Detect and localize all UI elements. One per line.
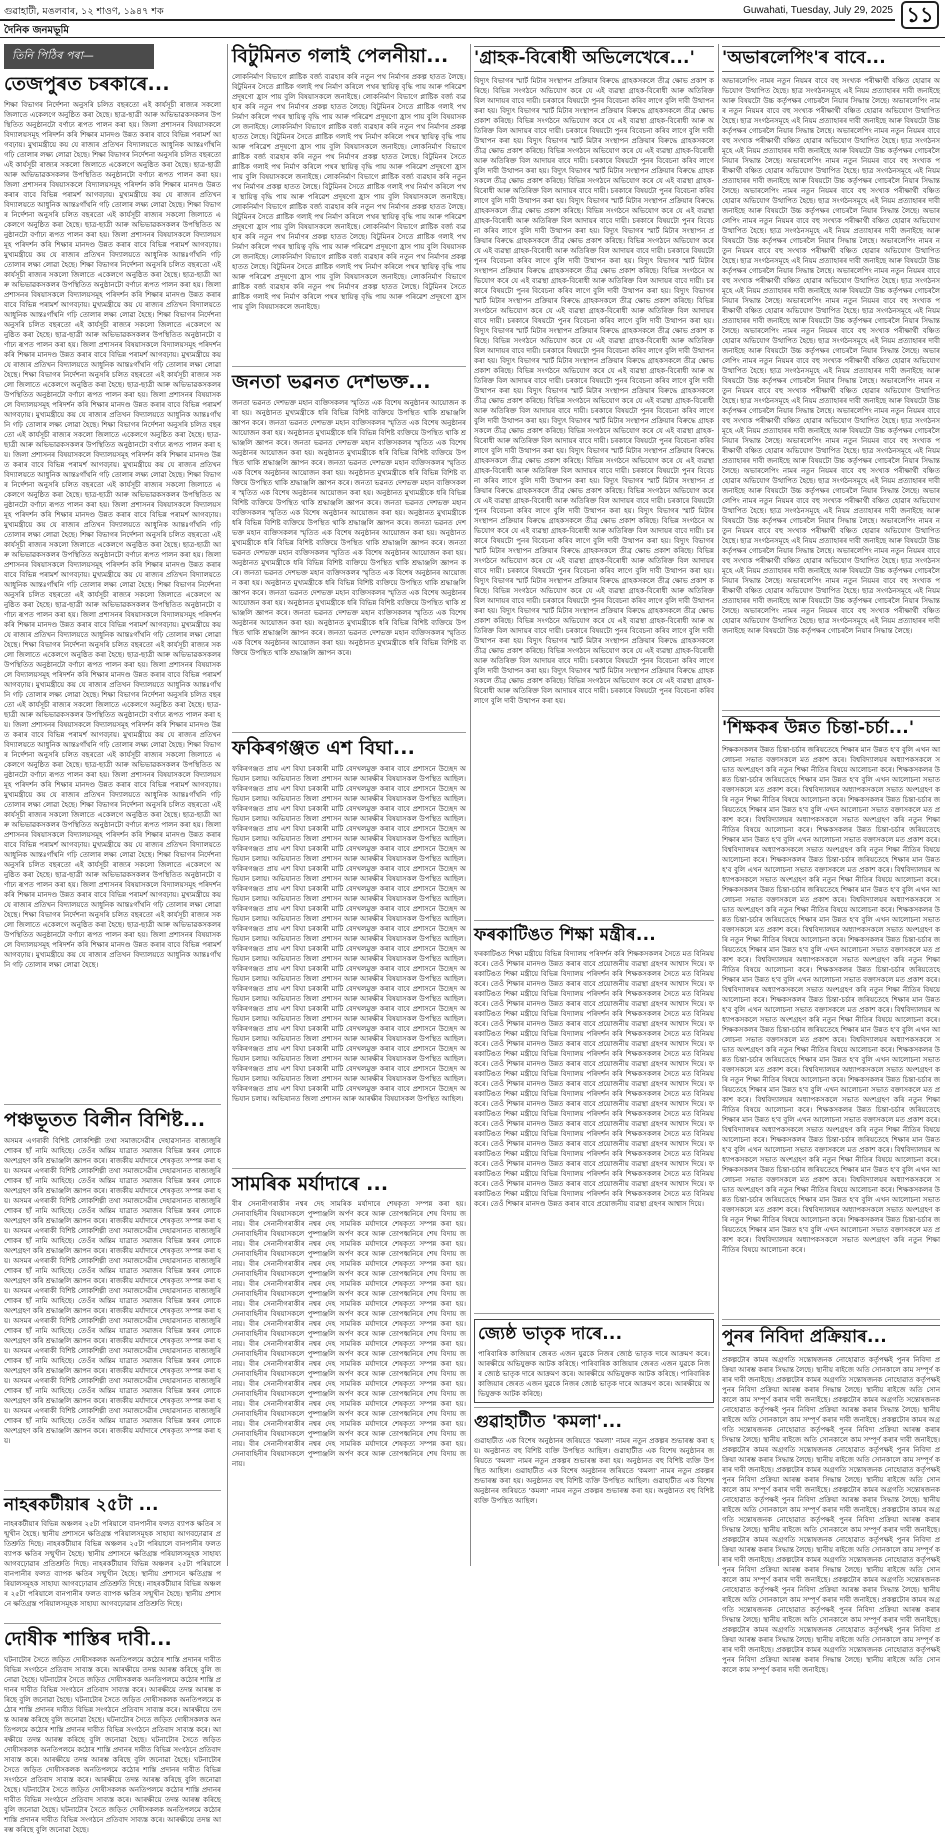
story [4, 1629, 221, 1845]
story [4, 74, 221, 1100]
story-headline: সামৰিক মৰ্যাদাৰে ... [232, 1172, 389, 1195]
masthead-date-assamese: গুৱাহাটী, মঙলবাৰ, ১২ শাওণ, ১৯৪৭ শক [4, 6, 164, 17]
story-divider [474, 1407, 714, 1408]
story [722, 46, 940, 706]
story [474, 46, 714, 916]
story-divider [722, 710, 940, 711]
story-body: প্ৰকল্পটোৰ কামৰ অগ্ৰগতি সন্তোষজনক নোহোৱাত কৰ্তৃপক্ষই পুনৰ নিবিদা প্ৰক্ৰিয়া আৰম্ভ কৰাৰ সিদ্ধান্ত লৈছে। স্থানীয় ৰাইজে অতি সোনকালে কাম সম্পূৰ্ণ কৰাৰ দাবী জনাইছে। প্ৰকল্পটোৰ কামৰ অগ্ৰগতি সন্তোষজনক নোহোৱাত কৰ্তৃপক্ষই পুনৰ নিবিদা প্ৰক্ৰিয়া আৰম্ভ কৰাৰ সিদ্ধান্ত লৈছে। স্থানীয় ৰাইজে অতি সোনকালে কাম সম্পূৰ্ণ কৰাৰ দাবী জনাইছে। প্ৰকল্পটোৰ কামৰ অগ্ৰগতি সন্তোষজনক নোহোৱাত কৰ্তৃপক্ষই পুনৰ নিবিদা প্ৰক্ৰিয়া আৰম্ভ কৰাৰ সিদ্ধান্ত লৈছে। স্থানীয় ৰাইজে অতি সোনকালে কাম সম্পূৰ্ণ কৰাৰ দাবী জনাইছে। প্ৰকল্পটোৰ কামৰ অগ্ৰগতি সন্তোষজনক নোহোৱাত কৰ্তৃপক্ষই পুনৰ নিবিদা প্ৰক্ৰিয়া আৰম্ভ কৰাৰ সিদ্ধান্ত লৈছে। স্থানীয় ৰাইজে অতি সোনকালে কাম সম্পূৰ্ণ কৰাৰ দাবী জনাইছে। প্ৰকল্পটোৰ কামৰ অগ্ৰগতি সন্তোষজনক নোহোৱাত কৰ্তৃপক্ষই পুনৰ নিবিদা প্ৰক্ৰিয়া আৰম্ভ কৰাৰ সিদ্ধান্ত লৈছে। স্থানীয় ৰাইজে অতি সোনকালে কাম সম্পূৰ্ণ কৰাৰ দাবী জনাইছে। প্ৰকল্পটোৰ কামৰ অগ্ৰগতি সন্তোষজনক নোহোৱাত কৰ্তৃপক্ষই পুনৰ নিবিদা প্ৰক্ৰিয়া আৰম্ভ কৰাৰ সিদ্ধান্ত লৈছে। স্থানীয় ৰাইজে অতি সোনকালে কাম সম্পূৰ্ণ কৰাৰ দাবী জনাইছে। প্ৰকল্পটোৰ কামৰ অগ্ৰগতি সন্তোষজনক নোহোৱাত কৰ্তৃপক্ষই পুনৰ নিবিদা প্ৰক্ৰিয়া আৰম্ভ কৰাৰ সিদ্ধান্ত লৈছে। স্থানীয় ৰাইজে অতি সোনকালে কাম সম্পূৰ্ণ কৰাৰ দাবী জনাইছে। প্ৰকল্পটোৰ কামৰ অগ্ৰগতি সন্তোষজনক নোহোৱাত কৰ্তৃপক্ষই পুনৰ নিবিদা প্ৰক্ৰিয়া আৰম্ভ কৰাৰ সিদ্ধান্ত লৈছে। স্থানীয় ৰাইজে অতি সোনকালে কাম সম্পূৰ্ণ কৰাৰ দাবী জনাইছে। প্ৰকল্পটোৰ কামৰ অগ্ৰগতি সন্তোষজনক নোহোৱাত কৰ্তৃপক্ষই পুনৰ নিবিদা প্ৰক্ৰিয়া আৰম্ভ কৰাৰ সিদ্ধান্ত লৈছে। স্থানীয় ৰাইজে অতি সোনকালে কাম সম্পূৰ্ণ কৰাৰ দাবী জনাইছে। প্ৰকল্পটোৰ কামৰ অগ্ৰগতি সন্তোষজনক নোহোৱাত কৰ্তৃপক্ষই পুনৰ নিবিদা প্ৰক্ৰিয়া আৰম্ভ কৰাৰ সিদ্ধান্ত লৈছে। স্থানীয় ৰাইজে অতি সোনকালে কাম সম্পূৰ্ণ কৰাৰ দাবী জনাইছে। প্ৰকল্পটোৰ কামৰ অগ্ৰগতি সন্তোষজনক নোহোৱাত কৰ্তৃপক্ষই পুনৰ নিবিদা প্ৰক্ৰিয়া আৰম্ভ কৰাৰ সিদ্ধান্ত লৈছে। স্থানীয় ৰাইজে অতি সোনকালে কাম সম্পূৰ্ণ কৰাৰ দাবী জনাইছে। প্ৰকল্পটোৰ কামৰ অগ্ৰগতি সন্তোষজনক নোহোৱাত কৰ্তৃপক্ষই পুনৰ নিবিদা প্ৰক্ৰিয়া আৰম্ভ কৰাৰ সিদ্ধান্ত লৈছে। স্থানীয় ৰাইজে অতি সোনকালে কাম সম্পূৰ্ণ কৰাৰ দাবী জনাইছে। প্ৰকল্পটোৰ কামৰ অগ্ৰগতি সন্তোষজনক নোহোৱাত কৰ্তৃপক্ষই পুনৰ নিবিদা প্ৰক্ৰিয়া আৰম্ভ কৰাৰ সিদ্ধান্ত লৈছে। স্থানীয় ৰাইজে অতি সোনকালে কাম সম্পূৰ্ণ কৰাৰ দাবী জনাইছে। প্ৰকল্পটোৰ কামৰ অগ্ৰগতি সন্তোষজনক নোহোৱাত কৰ্তৃপক্ষই পুনৰ নিবিদা প্ৰক্ৰিয়া আৰম্ভ কৰাৰ সিদ্ধান্ত লৈছে। স্থানীয় ৰাইজে অতি সোনকালে কাম সম্পূৰ্ণ কৰাৰ দাবী জনাইছে। [722, 1355, 940, 1674]
story-divider [232, 732, 466, 733]
story-body: ফৰকাটিঙত শিক্ষা মন্ত্ৰীয়ে বিভিন্ন বিদ্যালয় পৰিদৰ্শন কৰি শিক্ষকসকলৰ সৈতে মত বিনিময় কৰে। তেওঁ শিক্ষাৰ মানদণ্ড উন্নত কৰাৰ বাবে প্ৰয়োজনীয় ব্যৱস্থা গ্ৰহণৰ আশ্বাস দিয়ে। ফৰকাটিঙত শিক্ষা মন্ত্ৰীয়ে বিভিন্ন বিদ্যালয় পৰিদৰ্শন কৰি শিক্ষকসকলৰ সৈতে মত বিনিময় কৰে। তেওঁ শিক্ষাৰ মানদণ্ড উন্নত কৰাৰ বাবে প্ৰয়োজনীয় ব্যৱস্থা গ্ৰহণৰ আশ্বাস দিয়ে। ফৰকাটিঙত শিক্ষা মন্ত্ৰীয়ে বিভিন্ন বিদ্যালয় পৰিদৰ্শন কৰি শিক্ষকসকলৰ সৈতে মত বিনিময় কৰে। তেওঁ শিক্ষাৰ মানদণ্ড উন্নত কৰাৰ বাবে প্ৰয়োজনীয় ব্যৱস্থা গ্ৰহণৰ আশ্বাস দিয়ে। ফৰকাটিঙত শিক্ষা মন্ত্ৰীয়ে বিভিন্ন বিদ্যালয় পৰিদৰ্শন কৰি শিক্ষকসকলৰ সৈতে মত বিনিময় কৰে। তেওঁ শিক্ষাৰ মানদণ্ড উন্নত কৰাৰ বাবে প্ৰয়োজনীয় ব্যৱস্থা গ্ৰহণৰ আশ্বাস দিয়ে। ফৰকাটিঙত শিক্ষা মন্ত্ৰীয়ে বিভিন্ন বিদ্যালয় পৰিদৰ্শন কৰি শিক্ষকসকলৰ সৈতে মত বিনিময় কৰে। তেওঁ শিক্ষাৰ মানদণ্ড উন্নত কৰাৰ বাবে প্ৰয়োজনীয় ব্যৱস্থা গ্ৰহণৰ আশ্বাস দিয়ে। ফৰকাটিঙত শিক্ষা মন্ত্ৰীয়ে বিভিন্ন বিদ্যালয় পৰিদৰ্শন কৰি শিক্ষকসকলৰ সৈতে মত বিনিময় কৰে। তেওঁ শিক্ষাৰ মানদণ্ড উন্নত কৰাৰ বাবে প্ৰয়োজনীয় ব্যৱস্থা গ্ৰহণৰ আশ্বাস দিয়ে। ফৰকাটিঙত শিক্ষা মন্ত্ৰীয়ে বিভিন্ন বিদ্যালয় পৰিদৰ্শন কৰি শিক্ষকসকলৰ সৈতে মত বিনিময় কৰে। তেওঁ শিক্ষাৰ মানদণ্ড উন্নত কৰাৰ বাবে প্ৰয়োজনীয় ব্যৱস্থা গ্ৰহণৰ আশ্বাস দিয়ে। ফৰকাটিঙত শিক্ষা মন্ত্ৰীয়ে বিভিন্ন বিদ্যালয় পৰিদৰ্শন কৰি শিক্ষকসকলৰ সৈতে মত বিনিময় কৰে। তেওঁ শিক্ষাৰ মানদণ্ড উন্নত কৰাৰ বাবে প্ৰয়োজনীয় ব্যৱস্থা গ্ৰহণৰ আশ্বাস দিয়ে। ফৰকাটিঙত শিক্ষা মন্ত্ৰীয়ে বিভিন্ন বিদ্যালয় পৰিদৰ্শন কৰি শিক্ষকসকলৰ সৈতে মত বিনিময় কৰে। তেওঁ শিক্ষাৰ মানদণ্ড উন্নত কৰাৰ বাবে প্ৰয়োজনীয় ব্যৱস্থা গ্ৰহণৰ আশ্বাস দিয়ে। ফৰকাটিঙত শিক্ষা মন্ত্ৰীয়ে বিভিন্ন বিদ্যালয় পৰিদৰ্শন কৰি শিক্ষকসকলৰ সৈতে মত বিনিময় কৰে। তেওঁ শিক্ষাৰ মানদণ্ড উন্নত কৰাৰ বাবে প্ৰয়োজনীয় ব্যৱস্থা গ্ৰহণৰ আশ্বাস দিয়ে। ফৰকাটিঙত শিক্ষা মন্ত্ৰীয়ে বিভিন্ন বিদ্যালয় পৰিদৰ্শন কৰি শিক্ষকসকলৰ সৈতে মত বিনিময় কৰে। তেওঁ শিক্ষাৰ মানদণ্ড উন্নত কৰাৰ বাবে প্ৰয়োজনীয় ব্যৱস্থা গ্ৰহণৰ আশ্বাস দিয়ে। ফৰকাটিঙত শিক্ষা মন্ত্ৰীয়ে বিভিন্ন বিদ্যালয় পৰিদৰ্শন কৰি শিক্ষকসকলৰ সৈতে মত বিনিময় কৰে। তেওঁ শিক্ষাৰ মানদণ্ড উন্নত কৰাৰ বাবে প্ৰয়োজনীয় ব্যৱস্থা গ্ৰহণৰ আশ্বাস দিয়ে। ফৰকাটিঙত শিক্ষা মন্ত্ৰীয়ে বিভিন্ন বিদ্যালয় পৰিদৰ্শন কৰি শিক্ষকসকলৰ সৈতে মত বিনিময় কৰে। তেওঁ শিক্ষাৰ মানদণ্ড উন্নত কৰাৰ বাবে প্ৰয়োজনীয় ব্যৱস্থা গ্ৰহণৰ আশ্বাস দিয়ে। [474, 950, 714, 1209]
continued-from-label: তিনি পিঠিৰ পৰা— [4, 44, 154, 69]
column-1 [4, 44, 221, 1835]
story-divider [4, 1490, 221, 1491]
story [474, 1319, 714, 1403]
story [4, 1110, 221, 1486]
story-headline: নাহৰকটীয়াৰ ২৫টা ... [4, 1494, 159, 1515]
story-body: শিক্ষা বিভাগৰ নিৰ্দেশনা অনুসৰি চলিত বছৰতো এই কাৰ্যসূচী ৰাজ্যৰ সকলো জিলাতে একেলগে অনুষ্ঠিত কৰা হৈছে। ছাত্ৰ-ছাত্ৰী আৰু অভিভাৱকসকলৰ উপস্থিতিত অনুষ্ঠানটো বৰ্ণাঢ্য ৰূপত পালন কৰা হয়। জিলা প্ৰশাসনৰ বিষয়াসকলে বিদ্যালয়সমূহ পৰিদৰ্শন কৰি শিক্ষাৰ মানদণ্ড উন্নত কৰাৰ বাবে বিভিন্ন পৰামৰ্শ আগবঢ়ায়। মুখ্যমন্ত্ৰীয়ে কয় যে ৰাজ্যৰ প্ৰতিখন বিদ্যালয়তে আধুনিক আন্তঃগাঁথনি গঢ়ি তোলাৰ লক্ষ্য লোৱা হৈছে। শিক্ষা বিভাগৰ নিৰ্দেশনা অনুসৰি চলিত বছৰতো এই কাৰ্যসূচী ৰাজ্যৰ সকলো জিলাতে একেলগে অনুষ্ঠিত কৰা হৈছে। ছাত্ৰ-ছাত্ৰী আৰু অভিভাৱকসকলৰ উপস্থিতিত অনুষ্ঠানটো বৰ্ণাঢ্য ৰূপত পালন কৰা হয়। জিলা প্ৰশাসনৰ বিষয়াসকলে বিদ্যালয়সমূহ পৰিদৰ্শন কৰি শিক্ষাৰ মানদণ্ড উন্নত কৰাৰ বাবে বিভিন্ন পৰামৰ্শ আগবঢ়ায়। মুখ্যমন্ত্ৰীয়ে কয় যে ৰাজ্যৰ প্ৰতিখন বিদ্যালয়তে আধুনিক আন্তঃগাঁথনি গঢ়ি তোলাৰ লক্ষ্য লোৱা হৈছে। শিক্ষা বিভাগৰ নিৰ্দেশনা অনুসৰি চলিত বছৰতো এই কাৰ্যসূচী ৰাজ্যৰ সকলো জিলাতে একেলগে অনুষ্ঠিত কৰা হৈছে। ছাত্ৰ-ছাত্ৰী আৰু অভিভাৱকসকলৰ উপস্থিতিত অনুষ্ঠানটো বৰ্ণাঢ্য ৰূপত পালন কৰা হয়। জিলা প্ৰশাসনৰ বিষয়াসকলে বিদ্যালয়সমূহ পৰিদৰ্শন কৰি শিক্ষাৰ মানদণ্ড উন্নত কৰাৰ বাবে বিভিন্ন পৰামৰ্শ আগবঢ়ায়। মুখ্যমন্ত্ৰীয়ে কয় যে ৰাজ্যৰ প্ৰতিখন বিদ্যালয়তে আধুনিক আন্তঃগাঁথনি গঢ়ি তোলাৰ লক্ষ্য লোৱা হৈছে। শিক্ষা বিভাগৰ নিৰ্দেশনা অনুসৰি চলিত বছৰতো এই কাৰ্যসূচী ৰাজ্যৰ সকলো জিলাতে একেলগে অনুষ্ঠিত কৰা হৈছে। ছাত্ৰ-ছাত্ৰী আৰু অভিভাৱকসকলৰ উপস্থিতিত অনুষ্ঠানটো বৰ্ণাঢ্য ৰূপত পালন কৰা হয়। জিলা প্ৰশাসনৰ বিষয়াসকলে বিদ্যালয়সমূহ পৰিদৰ্শন কৰি শিক্ষাৰ মানদণ্ড উন্নত কৰাৰ বাবে বিভিন্ন পৰামৰ্শ আগবঢ়ায়। মুখ্যমন্ত্ৰীয়ে কয় যে ৰাজ্যৰ প্ৰতিখন বিদ্যালয়তে আধুনিক আন্তঃগাঁথনি গঢ়ি তোলাৰ লক্ষ্য লোৱা হৈছে। শিক্ষা বিভাগৰ নিৰ্দেশনা অনুসৰি চলিত বছৰতো এই কাৰ্যসূচী ৰাজ্যৰ সকলো জিলাতে একেলগে অনুষ্ঠিত কৰা হৈছে। ছাত্ৰ-ছাত্ৰী আৰু অভিভাৱকসকলৰ উপস্থিতিত অনুষ্ঠানটো বৰ্ণাঢ্য ৰূপত পালন কৰা হয়। জিলা প্ৰশাসনৰ বিষয়াসকলে বিদ্যালয়সমূহ পৰিদৰ্শন কৰি শিক্ষাৰ মানদণ্ড উন্নত কৰাৰ বাবে বিভিন্ন পৰামৰ্শ আগবঢ়ায়। মুখ্যমন্ত্ৰীয়ে কয় যে ৰাজ্যৰ প্ৰতিখন বিদ্যালয়তে আধুনিক আন্তঃগাঁথনি গঢ়ি তোলাৰ লক্ষ্য লোৱা হৈছে। শিক্ষা বিভাগৰ নিৰ্দেশনা অনুসৰি চলিত বছৰতো এই কাৰ্যসূচী ৰাজ্যৰ সকলো জিলাতে একেলগে অনুষ্ঠিত কৰা হৈছে। ছাত্ৰ-ছাত্ৰী আৰু অভিভাৱকসকলৰ উপস্থিতিত অনুষ্ঠানটো বৰ্ণাঢ্য ৰূপত পালন কৰা হয়। জিলা প্ৰশাসনৰ বিষয়াসকলে বিদ্যালয়সমূহ পৰিদৰ্শন কৰি শিক্ষাৰ মানদণ্ড উন্নত কৰাৰ বাবে বিভিন্ন পৰামৰ্শ আগবঢ়ায়। মুখ্যমন্ত্ৰীয়ে কয় যে ৰাজ্যৰ প্ৰতিখন বিদ্যালয়তে আধুনিক আন্তঃগাঁথনি গঢ়ি তোলাৰ লক্ষ্য লোৱা হৈছে। শিক্ষা বিভাগৰ নিৰ্দেশনা অনুসৰি চলিত বছৰতো এই কাৰ্যসূচী ৰাজ্যৰ সকলো জিলাতে একেলগে অনুষ্ঠিত কৰা হৈছে। ছাত্ৰ-ছাত্ৰী আৰু অভিভাৱকসকলৰ উপস্থিতিত অনুষ্ঠানটো বৰ্ণাঢ্য ৰূপত পালন কৰা হয়। জিলা প্ৰশাসনৰ বিষয়াসকলে বিদ্যালয়সমূহ পৰিদৰ্শন কৰি শিক্ষাৰ মানদণ্ড উন্নত কৰাৰ বাবে বিভিন্ন পৰামৰ্শ আগবঢ়ায়। মুখ্যমন্ত্ৰীয়ে কয় যে ৰাজ্যৰ প্ৰতিখন বিদ্যালয়তে আধুনিক আন্তঃগাঁথনি গঢ়ি তোলাৰ লক্ষ্য লোৱা হৈছে। শিক্ষা বিভাগৰ নিৰ্দেশনা অনুসৰি চলিত বছৰতো এই কাৰ্যসূচী ৰাজ্যৰ সকলো জিলাতে একেলগে অনুষ্ঠিত কৰা হৈছে। ছাত্ৰ-ছাত্ৰী আৰু অভিভাৱকসকলৰ উপস্থিতিত অনুষ্ঠানটো বৰ্ণাঢ্য ৰূপত পালন কৰা হয়। জিলা প্ৰশাসনৰ বিষয়াসকলে বিদ্যালয়সমূহ পৰিদৰ্শন কৰি শিক্ষাৰ মানদণ্ড উন্নত কৰাৰ বাবে বিভিন্ন পৰামৰ্শ আগবঢ়ায়। মুখ্যমন্ত্ৰীয়ে কয় যে ৰাজ্যৰ প্ৰতিখন বিদ্যালয়তে আধুনিক আন্তঃগাঁথনি গঢ়ি তোলাৰ লক্ষ্য লোৱা হৈছে। শিক্ষা বিভাগৰ নিৰ্দেশনা অনুসৰি চলিত বছৰতো এই কাৰ্যসূচী ৰাজ্যৰ সকলো জিলাতে একেলগে অনুষ্ঠিত কৰা হৈছে। ছাত্ৰ-ছাত্ৰী আৰু অভিভাৱকসকলৰ উপস্থিতিত অনুষ্ঠানটো বৰ্ণাঢ্য ৰূপত পালন কৰা হয়। জিলা প্ৰশাসনৰ বিষয়াসকলে বিদ্যালয়সমূহ পৰিদৰ্শন কৰি শিক্ষাৰ মানদণ্ড উন্নত কৰাৰ বাবে বিভিন্ন পৰামৰ্শ আগবঢ়ায়। মুখ্যমন্ত্ৰীয়ে কয় যে ৰাজ্যৰ প্ৰতিখন বিদ্যালয়তে আধুনিক আন্তঃগাঁথনি গঢ়ি তোলাৰ লক্ষ্য লোৱা হৈছে। শিক্ষা বিভাগৰ নিৰ্দেশনা অনুসৰি চলিত বছৰতো এই কাৰ্যসূচী ৰাজ্যৰ সকলো জিলাতে একেলগে অনুষ্ঠিত কৰা হৈছে। ছাত্ৰ-ছাত্ৰী আৰু অভিভাৱকসকলৰ উপস্থিতিত অনুষ্ঠানটো বৰ্ণাঢ্য ৰূপত পালন কৰা হয়। জিলা প্ৰশাসনৰ বিষয়াসকলে বিদ্যালয়সমূহ পৰিদৰ্শন কৰি শিক্ষাৰ মানদণ্ড উন্নত কৰাৰ বাবে বিভিন্ন পৰামৰ্শ আগবঢ়ায়। মুখ্যমন্ত্ৰীয়ে কয় যে ৰাজ্যৰ প্ৰতিখন বিদ্যালয়তে আধুনিক আন্তঃগাঁথনি গঢ়ি তোলাৰ লক্ষ্য লোৱা হৈছে। শিক্ষা বিভাগৰ নিৰ্দেশনা অনুসৰি চলিত বছৰতো এই কাৰ্যসূচী ৰাজ্যৰ সকলো জিলাতে একেলগে অনুষ্ঠিত কৰা হৈছে। ছাত্ৰ-ছাত্ৰী আৰু অভিভাৱকসকলৰ উপস্থিতিত অনুষ্ঠানটো বৰ্ণাঢ্য ৰূপত পালন কৰা হয়। জিলা প্ৰশাসনৰ বিষয়াসকলে বিদ্যালয়সমূহ পৰিদৰ্শন কৰি শিক্ষাৰ মানদণ্ড উন্নত কৰাৰ বাবে বিভিন্ন পৰামৰ্শ আগবঢ়ায়। মুখ্যমন্ত্ৰীয়ে কয় যে ৰাজ্যৰ প্ৰতিখন বিদ্যালয়তে আধুনিক আন্তঃগাঁথনি গঢ়ি তোলাৰ লক্ষ্য লোৱা হৈছে। শিক্ষা বিভাগৰ নিৰ্দেশনা অনুসৰি চলিত বছৰতো এই কাৰ্যসূচী ৰাজ্যৰ সকলো জিলাতে একেলগে অনুষ্ঠিত কৰা হৈছে। ছাত্ৰ-ছাত্ৰী আৰু অভিভাৱকসকলৰ উপস্থিতিত অনুষ্ঠানটো বৰ্ণাঢ্য ৰূপত পালন কৰা হয়। জিলা প্ৰশাসনৰ বিষয়াসকলে বিদ্যালয়সমূহ পৰিদৰ্শন কৰি শিক্ষাৰ মানদণ্ড উন্নত কৰাৰ বাবে বিভিন্ন পৰামৰ্শ আগবঢ়ায়। মুখ্যমন্ত্ৰীয়ে কয় যে ৰাজ্যৰ প্ৰতিখন বিদ্যালয়তে আধুনিক আন্তঃগাঁথনি গঢ়ি তোলাৰ লক্ষ্য লোৱা হৈছে। শিক্ষা বিভাগৰ নিৰ্দেশনা অনুসৰি চলিত বছৰতো এই কাৰ্যসূচী ৰাজ্যৰ সকলো জিলাতে একেলগে অনুষ্ঠিত কৰা হৈছে। ছাত্ৰ-ছাত্ৰী আৰু অভিভাৱকসকলৰ উপস্থিতিত অনুষ্ঠানটো বৰ্ণাঢ্য ৰূপত পালন কৰা হয়। জিলা প্ৰশাসনৰ বিষয়াসকলে বিদ্যালয়সমূহ পৰিদৰ্শন কৰি শিক্ষাৰ মানদণ্ড উন্নত কৰাৰ বাবে বিভিন্ন পৰামৰ্শ আগবঢ়ায়। মুখ্যমন্ত্ৰীয়ে কয় যে ৰাজ্যৰ প্ৰতিখন বিদ্যালয়তে আধুনিক আন্তঃগাঁথনি গঢ়ি তোলাৰ লক্ষ্য লোৱা হৈছে। শিক্ষা বিভাগৰ নিৰ্দেশনা অনুসৰি চলিত বছৰতো এই কাৰ্যসূচী ৰাজ্যৰ সকলো জিলাতে একেলগে অনুষ্ঠিত কৰা হৈছে। ছাত্ৰ-ছাত্ৰী আৰু অভিভাৱকসকলৰ উপস্থিতিত অনুষ্ঠানটো বৰ্ণাঢ্য ৰূপত পালন কৰা হয়। জিলা প্ৰশাসনৰ বিষয়াসকলে বিদ্যালয়সমূহ পৰিদৰ্শন কৰি শিক্ষাৰ মানদণ্ড উন্নত কৰাৰ বাবে বিভিন্ন পৰামৰ্শ আগবঢ়ায়। মুখ্যমন্ত্ৰীয়ে কয় যে ৰাজ্যৰ প্ৰতিখন বিদ্যালয়তে আধুনিক আন্তঃগাঁথনি গঢ়ি তোলাৰ লক্ষ্য লোৱা হৈছে। শিক্ষা বিভাগৰ নিৰ্দেশনা অনুসৰি চলিত বছৰতো এই কাৰ্যসূচী ৰাজ্যৰ সকলো জিলাতে একেলগে অনুষ্ঠিত কৰা হৈছে। ছাত্ৰ-ছাত্ৰী আৰু অভিভাৱকসকলৰ উপস্থিতিত অনুষ্ঠানটো বৰ্ণাঢ্য ৰূপত পালন কৰা হয়। জিলা প্ৰশাসনৰ বিষয়াসকলে বিদ্যালয়সমূহ পৰিদৰ্শন কৰি শিক্ষাৰ মানদণ্ড উন্নত কৰাৰ বাবে বিভিন্ন পৰামৰ্শ আগবঢ়ায়। মুখ্যমন্ত্ৰীয়ে কয় যে ৰাজ্যৰ প্ৰতিখন বিদ্যালয়তে আধুনিক আন্তঃগাঁথনি গঢ়ি তোলাৰ লক্ষ্য লোৱা হৈছে। শিক্ষা বিভাগৰ নিৰ্দেশনা অনুসৰি চলিত বছৰতো এই কাৰ্যসূচী ৰাজ্যৰ সকলো জিলাতে একেলগে অনুষ্ঠিত কৰা হৈছে। ছাত্ৰ-ছাত্ৰী আৰু অভিভাৱকসকলৰ উপস্থিতিত অনুষ্ঠানটো বৰ্ণাঢ্য ৰূপত পালন কৰা হয়। জিলা প্ৰশাসনৰ বিষয়াসকলে বিদ্যালয়সমূহ পৰিদৰ্শন কৰি শিক্ষাৰ মানদণ্ড উন্নত কৰাৰ বাবে বিভিন্ন পৰামৰ্শ আগবঢ়ায়। মুখ্যমন্ত্ৰীয়ে কয় যে ৰাজ্যৰ প্ৰতিখন বিদ্যালয়তে আধুনিক আন্তঃগাঁথনি গঢ়ি তোলাৰ লক্ষ্য লোৱা হৈছে। [4, 100, 221, 969]
story-body: অভাৰলেপিং নামৰ নতুন নিয়মৰ বাবে বহু সংখ্যক পৰীক্ষাৰ্থী বঞ্চিত হোৱাৰ অভিযোগ উত্থাপিত হৈছে। ছাত্ৰ সংগঠনসমূহে এই নিয়ম প্ৰত্যাহাৰৰ দাবী জনাইছে আৰু বিষয়টো উচ্চ কৰ্তৃপক্ষৰ গোচৰলৈ নিয়াৰ সিদ্ধান্ত লৈছে। অভাৰলেপিং নামৰ নতুন নিয়মৰ বাবে বহু সংখ্যক পৰীক্ষাৰ্থী বঞ্চিত হোৱাৰ অভিযোগ উত্থাপিত হৈছে। ছাত্ৰ সংগঠনসমূহে এই নিয়ম প্ৰত্যাহাৰৰ দাবী জনাইছে আৰু বিষয়টো উচ্চ কৰ্তৃপক্ষৰ গোচৰলৈ নিয়াৰ সিদ্ধান্ত লৈছে। অভাৰলেপিং নামৰ নতুন নিয়মৰ বাবে বহু সংখ্যক পৰীক্ষাৰ্থী বঞ্চিত হোৱাৰ অভিযোগ উত্থাপিত হৈছে। ছাত্ৰ সংগঠনসমূহে এই নিয়ম প্ৰত্যাহাৰৰ দাবী জনাইছে আৰু বিষয়টো উচ্চ কৰ্তৃপক্ষৰ গোচৰলৈ নিয়াৰ সিদ্ধান্ত লৈছে। অভাৰলেপিং নামৰ নতুন নিয়মৰ বাবে বহু সংখ্যক পৰীক্ষাৰ্থী বঞ্চিত হোৱাৰ অভিযোগ উত্থাপিত হৈছে। ছাত্ৰ সংগঠনসমূহে এই নিয়ম প্ৰত্যাহাৰৰ দাবী জনাইছে আৰু বিষয়টো উচ্চ কৰ্তৃপক্ষৰ গোচৰলৈ নিয়াৰ সিদ্ধান্ত লৈছে। অভাৰলেপিং নামৰ নতুন নিয়মৰ বাবে বহু সংখ্যক পৰীক্ষাৰ্থী বঞ্চিত হোৱাৰ অভিযোগ উত্থাপিত হৈছে। ছাত্ৰ সংগঠনসমূহে এই নিয়ম প্ৰত্যাহাৰৰ দাবী জনাইছে আৰু বিষয়টো উচ্চ কৰ্তৃপক্ষৰ গোচৰলৈ নিয়াৰ সিদ্ধান্ত লৈছে। অভাৰলেপিং নামৰ নতুন নিয়মৰ বাবে বহু সংখ্যক পৰীক্ষাৰ্থী বঞ্চিত হোৱাৰ অভিযোগ উত্থাপিত হৈছে। ছাত্ৰ সংগঠনসমূহে এই নিয়ম প্ৰত্যাহাৰৰ দাবী জনাইছে আৰু বিষয়টো উচ্চ কৰ্তৃপক্ষৰ গোচৰলৈ নিয়াৰ সিদ্ধান্ত লৈছে। অভাৰলেপিং নামৰ নতুন নিয়মৰ বাবে বহু সংখ্যক পৰীক্ষাৰ্থী বঞ্চিত হোৱাৰ অভিযোগ উত্থাপিত হৈছে। ছাত্ৰ সংগঠনসমূহে এই নিয়ম প্ৰত্যাহাৰৰ দাবী জনাইছে আৰু বিষয়টো উচ্চ কৰ্তৃপক্ষৰ গোচৰলৈ নিয়াৰ সিদ্ধান্ত লৈছে। অভাৰলেপিং নামৰ নতুন নিয়মৰ বাবে বহু সংখ্যক পৰীক্ষাৰ্থী বঞ্চিত হোৱাৰ অভিযোগ উত্থাপিত হৈছে। ছাত্ৰ সংগঠনসমূহে এই নিয়ম প্ৰত্যাহাৰৰ দাবী জনাইছে আৰু বিষয়টো উচ্চ কৰ্তৃপক্ষৰ গোচৰলৈ নিয়াৰ সিদ্ধান্ত লৈছে। অভাৰলেপিং নামৰ নতুন নিয়মৰ বাবে বহু সংখ্যক পৰীক্ষাৰ্থী বঞ্চিত হোৱাৰ অভিযোগ উত্থাপিত হৈছে। ছাত্ৰ সংগঠনসমূহে এই নিয়ম প্ৰত্যাহাৰৰ দাবী জনাইছে আৰু বিষয়টো উচ্চ কৰ্তৃপক্ষৰ গোচৰলৈ নিয়াৰ সিদ্ধান্ত লৈছে। অভাৰলেপিং নামৰ নতুন নিয়মৰ বাবে বহু সংখ্যক পৰীক্ষাৰ্থী বঞ্চিত হোৱাৰ অভিযোগ উত্থাপিত হৈছে। ছাত্ৰ সংগঠনসমূহে এই নিয়ম প্ৰত্যাহাৰৰ দাবী জনাইছে আৰু বিষয়টো উচ্চ কৰ্তৃপক্ষৰ গোচৰলৈ নিয়াৰ সিদ্ধান্ত লৈছে। অভাৰলেপিং নামৰ নতুন নিয়মৰ বাবে বহু সংখ্যক পৰীক্ষাৰ্থী বঞ্চিত হোৱাৰ অভিযোগ উত্থাপিত হৈছে। ছাত্ৰ সংগঠনসমূহে এই নিয়ম প্ৰত্যাহাৰৰ দাবী জনাইছে আৰু বিষয়টো উচ্চ কৰ্তৃপক্ষৰ গোচৰলৈ নিয়াৰ সিদ্ধান্ত লৈছে। অভাৰলেপিং নামৰ নতুন নিয়মৰ বাবে বহু সংখ্যক পৰীক্ষাৰ্থী বঞ্চিত হোৱাৰ অভিযোগ উত্থাপিত হৈছে। ছাত্ৰ সংগঠনসমূহে এই নিয়ম প্ৰত্যাহাৰৰ দাবী জনাইছে আৰু বিষয়টো উচ্চ কৰ্তৃপক্ষৰ গোচৰলৈ নিয়াৰ সিদ্ধান্ত লৈছে। অভাৰলেপিং নামৰ নতুন নিয়মৰ বাবে বহু সংখ্যক পৰীক্ষাৰ্থী বঞ্চিত হোৱাৰ অভিযোগ উত্থাপিত হৈছে। ছাত্ৰ সংগঠনসমূহে এই নিয়ম প্ৰত্যাহাৰৰ দাবী জনাইছে আৰু বিষয়টো উচ্চ কৰ্তৃপক্ষৰ গোচৰলৈ নিয়াৰ সিদ্ধান্ত লৈছে। অভাৰলেপিং নামৰ নতুন নিয়মৰ বাবে বহু সংখ্যক পৰীক্ষাৰ্থী বঞ্চিত হোৱাৰ অভিযোগ উত্থাপিত হৈছে। ছাত্ৰ সংগঠনসমূহে এই নিয়ম প্ৰত্যাহাৰৰ দাবী জনাইছে আৰু বিষয়টো উচ্চ কৰ্তৃপক্ষৰ গোচৰলৈ নিয়াৰ সিদ্ধান্ত লৈছে। অভাৰলেপিং নামৰ নতুন নিয়মৰ বাবে বহু সংখ্যক পৰীক্ষাৰ্থী বঞ্চিত হোৱাৰ অভিযোগ উত্থাপিত হৈছে। ছাত্ৰ সংগঠনসমূহে এই নিয়ম প্ৰত্যাহাৰৰ দাবী জনাইছে আৰু বিষয়টো উচ্চ কৰ্তৃপক্ষৰ গোচৰলৈ নিয়াৰ সিদ্ধান্ত লৈছে। অভাৰলেপিং নামৰ নতুন নিয়মৰ বাবে বহু সংখ্যক পৰীক্ষাৰ্থী বঞ্চিত হোৱাৰ অভিযোগ উত্থাপিত হৈছে। ছাত্ৰ সংগঠনসমূহে এই নিয়ম প্ৰত্যাহাৰৰ দাবী জনাইছে আৰু বিষয়টো উচ্চ কৰ্তৃপক্ষৰ গোচৰলৈ নিয়াৰ সিদ্ধান্ত লৈছে। অভাৰলেপিং নামৰ নতুন নিয়মৰ বাবে বহু সংখ্যক পৰীক্ষাৰ্থী বঞ্চিত হোৱাৰ অভিযোগ উত্থাপিত হৈছে। ছাত্ৰ সংগঠনসমূহে এই নিয়ম প্ৰত্যাহাৰৰ দাবী জনাইছে আৰু বিষয়টো উচ্চ কৰ্তৃপক্ষৰ গোচৰলৈ নিয়াৰ সিদ্ধান্ত লৈছে। অভাৰলেপিং নামৰ নতুন নিয়মৰ বাবে বহু সংখ্যক পৰীক্ষাৰ্থী বঞ্চিত হোৱাৰ অভিযোগ উত্থাপিত হৈছে। ছাত্ৰ সংগঠনসমূহে এই নিয়ম প্ৰত্যাহাৰৰ দাবী জনাইছে আৰু বিষয়টো উচ্চ কৰ্তৃপক্ষৰ গোচৰলৈ নিয়াৰ সিদ্ধান্ত লৈছে। অভাৰলেপিং নামৰ নতুন নিয়মৰ বাবে বহু সংখ্যক পৰীক্ষাৰ্থী বঞ্চিত হোৱাৰ অভিযোগ উত্থাপিত হৈছে। ছাত্ৰ সংগঠনসমূহে এই নিয়ম প্ৰত্যাহাৰৰ দাবী জনাইছে আৰু বিষয়টো উচ্চ কৰ্তৃপক্ষৰ গোচৰলৈ নিয়াৰ সিদ্ধান্ত লৈছে। অভাৰলেপিং নামৰ নতুন নিয়মৰ বাবে বহু সংখ্যক পৰীক্ষাৰ্থী বঞ্চিত হোৱাৰ অভিযোগ উত্থাপিত হৈছে। ছাত্ৰ সংগঠনসমূহে এই নিয়ম প্ৰত্যাহাৰৰ দাবী জনাইছে আৰু বিষয়টো উচ্চ কৰ্তৃপক্ষৰ গোচৰলৈ নিয়াৰ সিদ্ধান্ত লৈছে। [722, 76, 940, 635]
story-divider [474, 920, 714, 921]
masthead [0, 0, 945, 40]
page-number: ১১ [901, 1, 939, 29]
story-body: ফকিৰগঞ্জত প্ৰায় এশ বিঘা চৰকাৰী মাটি বেদখলমুক্ত কৰাৰ বাবে প্ৰশাসনে উচ্ছেদ অভিযান চলায়। অভিযানত জিলা প্ৰশাসন আৰু আৰক্ষীৰ বিষয়াসকল উপস্থিত আছিল। ফকিৰগঞ্জত প্ৰায় এশ বিঘা চৰকাৰী মাটি বেদখলমুক্ত কৰাৰ বাবে প্ৰশাসনে উচ্ছেদ অভিযান চলায়। অভিযানত জিলা প্ৰশাসন আৰু আৰক্ষীৰ বিষয়াসকল উপস্থিত আছিল। ফকিৰগঞ্জত প্ৰায় এশ বিঘা চৰকাৰী মাটি বেদখলমুক্ত কৰাৰ বাবে প্ৰশাসনে উচ্ছেদ অভিযান চলায়। অভিযানত জিলা প্ৰশাসন আৰু আৰক্ষীৰ বিষয়াসকল উপস্থিত আছিল। ফকিৰগঞ্জত প্ৰায় এশ বিঘা চৰকাৰী মাটি বেদখলমুক্ত কৰাৰ বাবে প্ৰশাসনে উচ্ছেদ অভিযান চলায়। অভিযানত জিলা প্ৰশাসন আৰু আৰক্ষীৰ বিষয়াসকল উপস্থিত আছিল। ফকিৰগঞ্জত প্ৰায় এশ বিঘা চৰকাৰী মাটি বেদখলমুক্ত কৰাৰ বাবে প্ৰশাসনে উচ্ছেদ অভিযান চলায়। অভিযানত জিলা প্ৰশাসন আৰু আৰক্ষীৰ বিষয়াসকল উপস্থিত আছিল। ফকিৰগঞ্জত প্ৰায় এশ বিঘা চৰকাৰী মাটি বেদখলমুক্ত কৰাৰ বাবে প্ৰশাসনে উচ্ছেদ অভিযান চলায়। অভিযানত জিলা প্ৰশাসন আৰু আৰক্ষীৰ বিষয়াসকল উপস্থিত আছিল। ফকিৰগঞ্জত প্ৰায় এশ বিঘা চৰকাৰী মাটি বেদখলমুক্ত কৰাৰ বাবে প্ৰশাসনে উচ্ছেদ অভিযান চলায়। অভিযানত জিলা প্ৰশাসন আৰু আৰক্ষীৰ বিষয়াসকল উপস্থিত আছিল। ফকিৰগঞ্জত প্ৰায় এশ বিঘা চৰকাৰী মাটি বেদখলমুক্ত কৰাৰ বাবে প্ৰশাসনে উচ্ছেদ অভিযান চলায়। অভিযানত জিলা প্ৰশাসন আৰু আৰক্ষীৰ বিষয়াসকল উপস্থিত আছিল। ফকিৰগঞ্জত প্ৰায় এশ বিঘা চৰকাৰী মাটি বেদখলমুক্ত কৰাৰ বাবে প্ৰশাসনে উচ্ছেদ অভিযান চলায়। অভিযানত জিলা প্ৰশাসন আৰু আৰক্ষীৰ বিষয়াসকল উপস্থিত আছিল। ফকিৰগঞ্জত প্ৰায় এশ বিঘা চৰকাৰী মাটি বেদখলমুক্ত কৰাৰ বাবে প্ৰশাসনে উচ্ছেদ অভিযান চলায়। অভিযানত জিলা প্ৰশাসন আৰু আৰক্ষীৰ বিষয়াসকল উপস্থিত আছিল। ফকিৰগঞ্জত প্ৰায় এশ বিঘা চৰকাৰী মাটি বেদখলমুক্ত কৰাৰ বাবে প্ৰশাসনে উচ্ছেদ অভিযান চলায়। অভিযানত জিলা প্ৰশাসন আৰু আৰক্ষীৰ বিষয়াসকল উপস্থিত আছিল। ফকিৰগঞ্জত প্ৰায় এশ বিঘা চৰকাৰী মাটি বেদখলমুক্ত কৰাৰ বাবে প্ৰশাসনে উচ্ছেদ অভিযান চলায়। অভিযানত জিলা প্ৰশাসন আৰু আৰক্ষীৰ বিষয়াসকল উপস্থিত আছিল। ফকিৰগঞ্জত প্ৰায় এশ বিঘা চৰকাৰী মাটি বেদখলমুক্ত কৰাৰ বাবে প্ৰশাসনে উচ্ছেদ অভিযান চলায়। অভিযানত জিলা প্ৰশাসন আৰু আৰক্ষীৰ বিষয়াসকল উপস্থিত আছিল। ফকিৰগঞ্জত প্ৰায় এশ বিঘা চৰকাৰী মাটি বেদখলমুক্ত কৰাৰ বাবে প্ৰশাসনে উচ্ছেদ অভিযান চলায়। অভিযানত জিলা প্ৰশাসন আৰু আৰক্ষীৰ বিষয়াসকল উপস্থিত আছিল। ফকিৰগঞ্জত প্ৰায় এশ বিঘা চৰকাৰী মাটি বেদখলমুক্ত কৰাৰ বাবে প্ৰশাসনে উচ্ছেদ অভিযান চলায়। অভিযানত জিলা প্ৰশাসন আৰু আৰক্ষীৰ বিষয়াসকল উপস্থিত আছিল। ফকিৰগঞ্জত প্ৰায় এশ বিঘা চৰকাৰী মাটি বেদখলমুক্ত কৰাৰ বাবে প্ৰশাসনে উচ্ছেদ অভিযান চলায়। অভিযানত জিলা প্ৰশাসন আৰু আৰক্ষীৰ বিষয়াসকল উপস্থিত আছিল। ফকিৰগঞ্জত প্ৰায় এশ বিঘা চৰকাৰী মাটি বেদখলমুক্ত কৰাৰ বাবে প্ৰশাসনে উচ্ছেদ অভিযান চলায়। অভিযানত জিলা প্ৰশাসন আৰু আৰক্ষীৰ বিষয়াসকল উপস্থিত আছিল। [232, 764, 466, 1103]
story-headline: পঞ্চভূতত বিলীন বিশিষ্ট... [4, 1108, 206, 1131]
story-headline: 'গ্ৰাহক-বিৰোধী অভিলেখেৰে...' [474, 46, 714, 72]
story [722, 716, 940, 1316]
column-2 [232, 44, 466, 1566]
masthead-rule [0, 19, 895, 21]
story [232, 1174, 466, 1520]
story-divider [232, 366, 466, 367]
masthead-paper-name: দৈনিক জনমভূমি [4, 25, 69, 36]
story-headline: ফৰকাটিঙত শিক্ষা মন্ত্ৰীৰ... [474, 924, 656, 945]
story [474, 926, 714, 1310]
column-3 [474, 44, 714, 1566]
story-headline: 'অভাৰলেপিং'ৰ বাবে... [722, 46, 940, 72]
story-body: পাৰিবাৰিক কাজিয়াৰ জেৰত এজন যুৱকে নিজৰ জ্যেষ্ঠ ভাতৃক দাৰে আক্ৰমণ কৰে। আৰক্ষীয়ে অভিযুক্তক আটক কৰিছে। পাৰিবাৰিক কাজিয়াৰ জেৰত এজন যুৱকে নিজৰ জ্যেষ্ঠ ভাতৃক দাৰে আক্ৰমণ কৰে। আৰক্ষীয়ে অভিযুক্তক আটক কৰিছে। পাৰিবাৰিক কাজিয়াৰ জেৰত এজন যুৱকে নিজৰ জ্যেষ্ঠ ভাতৃক দাৰে আক্ৰমণ কৰে। আৰক্ষীয়ে অভিযুক্তক আটক কৰিছে। [478, 1349, 710, 1398]
story-headline: তেজপুৰত চৰকাৰে... [4, 73, 170, 95]
story [722, 1325, 940, 1725]
story-divider [4, 1623, 221, 1624]
story-body: শিক্ষকসকলৰ উন্নত চিন্তা-চৰ্চাৰ জৰিয়তেহে শিক্ষাৰ মান উন্নত হ'ব বুলি এখন আলোচনা সভাত বক্তাসকলে মত প্ৰকাশ কৰে। বিশ্ববিদ্যালয়ৰ অধ্যাপকসকলে সভাত অংশগ্ৰহণ কৰি নতুন শিক্ষা নীতিৰ বিষয়ে আলোচনা কৰে। শিক্ষকসকলৰ উন্নত চিন্তা-চৰ্চাৰ জৰিয়তেহে শিক্ষাৰ মান উন্নত হ'ব বুলি এখন আলোচনা সভাত বক্তাসকলে মত প্ৰকাশ কৰে। বিশ্ববিদ্যালয়ৰ অধ্যাপকসকলে সভাত অংশগ্ৰহণ কৰি নতুন শিক্ষা নীতিৰ বিষয়ে আলোচনা কৰে। শিক্ষকসকলৰ উন্নত চিন্তা-চৰ্চাৰ জৰিয়তেহে শিক্ষাৰ মান উন্নত হ'ব বুলি এখন আলোচনা সভাত বক্তাসকলে মত প্ৰকাশ কৰে। বিশ্ববিদ্যালয়ৰ অধ্যাপকসকলে সভাত অংশগ্ৰহণ কৰি নতুন শিক্ষা নীতিৰ বিষয়ে আলোচনা কৰে। শিক্ষকসকলৰ উন্নত চিন্তা-চৰ্চাৰ জৰিয়তেহে শিক্ষাৰ মান উন্নত হ'ব বুলি এখন আলোচনা সভাত বক্তাসকলে মত প্ৰকাশ কৰে। বিশ্ববিদ্যালয়ৰ অধ্যাপকসকলে সভাত অংশগ্ৰহণ কৰি নতুন শিক্ষা নীতিৰ বিষয়ে আলোচনা কৰে। শিক্ষকসকলৰ উন্নত চিন্তা-চৰ্চাৰ জৰিয়তেহে শিক্ষাৰ মান উন্নত হ'ব বুলি এখন আলোচনা সভাত বক্তাসকলে মত প্ৰকাশ কৰে। বিশ্ববিদ্যালয়ৰ অধ্যাপকসকলে সভাত অংশগ্ৰহণ কৰি নতুন শিক্ষা নীতিৰ বিষয়ে আলোচনা কৰে। শিক্ষকসকলৰ উন্নত চিন্তা-চৰ্চাৰ জৰিয়তেহে শিক্ষাৰ মান উন্নত হ'ব বুলি এখন আলোচনা সভাত বক্তাসকলে মত প্ৰকাশ কৰে। বিশ্ববিদ্যালয়ৰ অধ্যাপকসকলে সভাত অংশগ্ৰহণ কৰি নতুন শিক্ষা নীতিৰ বিষয়ে আলোচনা কৰে। শিক্ষকসকলৰ উন্নত চিন্তা-চৰ্চাৰ জৰিয়তেহে শিক্ষাৰ মান উন্নত হ'ব বুলি এখন আলোচনা সভাত বক্তাসকলে মত প্ৰকাশ কৰে। বিশ্ববিদ্যালয়ৰ অধ্যাপকসকলে সভাত অংশগ্ৰহণ কৰি নতুন শিক্ষা নীতিৰ বিষয়ে আলোচনা কৰে। শিক্ষকসকলৰ উন্নত চিন্তা-চৰ্চাৰ জৰিয়তেহে শিক্ষাৰ মান উন্নত হ'ব বুলি এখন আলোচনা সভাত বক্তাসকলে মত প্ৰকাশ কৰে। বিশ্ববিদ্যালয়ৰ অধ্যাপকসকলে সভাত অংশগ্ৰহণ কৰি নতুন শিক্ষা নীতিৰ বিষয়ে আলোচনা কৰে। শিক্ষকসকলৰ উন্নত চিন্তা-চৰ্চাৰ জৰিয়তেহে শিক্ষাৰ মান উন্নত হ'ব বুলি এখন আলোচনা সভাত বক্তাসকলে মত প্ৰকাশ কৰে। বিশ্ববিদ্যালয়ৰ অধ্যাপকসকলে সভাত অংশগ্ৰহণ কৰি নতুন শিক্ষা নীতিৰ বিষয়ে আলোচনা কৰে। শিক্ষকসকলৰ উন্নত চিন্তা-চৰ্চাৰ জৰিয়তেহে শিক্ষাৰ মান উন্নত হ'ব বুলি এখন আলোচনা সভাত বক্তাসকলে মত প্ৰকাশ কৰে। বিশ্ববিদ্যালয়ৰ অধ্যাপকসকলে সভাত অংশগ্ৰহণ কৰি নতুন শিক্ষা নীতিৰ বিষয়ে আলোচনা কৰে। শিক্ষকসকলৰ উন্নত চিন্তা-চৰ্চাৰ জৰিয়তেহে শিক্ষাৰ মান উন্নত হ'ব বুলি এখন আলোচনা সভাত বক্তাসকলে মত প্ৰকাশ কৰে। বিশ্ববিদ্যালয়ৰ অধ্যাপকসকলে সভাত অংশগ্ৰহণ কৰি নতুন শিক্ষা নীতিৰ বিষয়ে আলোচনা কৰে। শিক্ষকসকলৰ উন্নত চিন্তা-চৰ্চাৰ জৰিয়তেহে শিক্ষাৰ মান উন্নত হ'ব বুলি এখন আলোচনা সভাত বক্তাসকলে মত প্ৰকাশ কৰে। বিশ্ববিদ্যালয়ৰ অধ্যাপকসকলে সভাত অংশগ্ৰহণ কৰি নতুন শিক্ষা নীতিৰ বিষয়ে আলোচনা কৰে। শিক্ষকসকলৰ উন্নত চিন্তা-চৰ্চাৰ জৰিয়তেহে শিক্ষাৰ মান উন্নত হ'ব বুলি এখন আলোচনা সভাত বক্তাসকলে মত প্ৰকাশ কৰে। বিশ্ববিদ্যালয়ৰ অধ্যাপকসকলে সভাত অংশগ্ৰহণ কৰি নতুন শিক্ষা নীতিৰ বিষয়ে আলোচনা কৰে। শিক্ষকসকলৰ উন্নত চিন্তা-চৰ্চাৰ জৰিয়তেহে শিক্ষাৰ মান উন্নত হ'ব বুলি এখন আলোচনা সভাত বক্তাসকলে মত প্ৰকাশ কৰে। বিশ্ববিদ্যালয়ৰ অধ্যাপকসকলে সভাত অংশগ্ৰহণ কৰি নতুন শিক্ষা নীতিৰ বিষয়ে আলোচনা কৰে। শিক্ষকসকলৰ উন্নত চিন্তা-চৰ্চাৰ জৰিয়তেহে শিক্ষাৰ মান উন্নত হ'ব বুলি এখন আলোচনা সভাত বক্তাসকলে মত প্ৰকাশ কৰে। বিশ্ববিদ্যালয়ৰ অধ্যাপকসকলে সভাত অংশগ্ৰহণ কৰি নতুন শিক্ষা নীতিৰ বিষয়ে আলোচনা কৰে। শিক্ষকসকলৰ উন্নত চিন্তা-চৰ্চাৰ জৰিয়তেহে শিক্ষাৰ মান উন্নত হ'ব বুলি এখন আলোচনা সভাত বক্তাসকলে মত প্ৰকাশ কৰে। বিশ্ববিদ্যালয়ৰ অধ্যাপকসকলে সভাত অংশগ্ৰহণ কৰি নতুন শিক্ষা নীতিৰ বিষয়ে আলোচনা কৰে। শিক্ষকসকলৰ উন্নত চিন্তা-চৰ্চাৰ জৰিয়তেহে শিক্ষাৰ মান উন্নত হ'ব বুলি এখন আলোচনা সভাত বক্তাসকলে মত প্ৰকাশ কৰে। বিশ্ববিদ্যালয়ৰ অধ্যাপকসকলে সভাত অংশগ্ৰহণ কৰি নতুন শিক্ষা নীতিৰ বিষয়ে আলোচনা কৰে। শিক্ষকসকলৰ উন্নত চিন্তা-চৰ্চাৰ জৰিয়তেহে শিক্ষাৰ মান উন্নত হ'ব বুলি এখন আলোচনা সভাত বক্তাসকলে মত প্ৰকাশ কৰে। বিশ্ববিদ্যালয়ৰ অধ্যাপকসকলে সভাত অংশগ্ৰহণ কৰি নতুন শিক্ষা নীতিৰ বিষয়ে আলোচনা কৰে। [722, 746, 940, 1255]
story-headline: ফকিৰগঞ্জত এশ বিঘা... [232, 736, 416, 759]
column-4 [722, 44, 940, 1674]
story-body: জনতা ভৱনত দেশভক্ত মহান ব্যক্তিসকলৰ স্মৃতিত এক বিশেষ অনুষ্ঠানৰ আয়োজন কৰা হয়। অনুষ্ঠানত মুখ্যমন্ত্ৰীকে ধৰি বিভিন্ন বিশিষ্ট ব্যক্তিয়ে উপস্থিত থাকি শ্ৰদ্ধাঞ্জলি জ্ঞাপন কৰে। জনতা ভৱনত দেশভক্ত মহান ব্যক্তিসকলৰ স্মৃতিত এক বিশেষ অনুষ্ঠানৰ আয়োজন কৰা হয়। অনুষ্ঠানত মুখ্যমন্ত্ৰীকে ধৰি বিভিন্ন বিশিষ্ট ব্যক্তিয়ে উপস্থিত থাকি শ্ৰদ্ধাঞ্জলি জ্ঞাপন কৰে। জনতা ভৱনত দেশভক্ত মহান ব্যক্তিসকলৰ স্মৃতিত এক বিশেষ অনুষ্ঠানৰ আয়োজন কৰা হয়। অনুষ্ঠানত মুখ্যমন্ত্ৰীকে ধৰি বিভিন্ন বিশিষ্ট ব্যক্তিয়ে উপস্থিত থাকি শ্ৰদ্ধাঞ্জলি জ্ঞাপন কৰে। জনতা ভৱনত দেশভক্ত মহান ব্যক্তিসকলৰ স্মৃতিত এক বিশেষ অনুষ্ঠানৰ আয়োজন কৰা হয়। অনুষ্ঠানত মুখ্যমন্ত্ৰীকে ধৰি বিভিন্ন বিশিষ্ট ব্যক্তিয়ে উপস্থিত থাকি শ্ৰদ্ধাঞ্জলি জ্ঞাপন কৰে। জনতা ভৱনত দেশভক্ত মহান ব্যক্তিসকলৰ স্মৃতিত এক বিশেষ অনুষ্ঠানৰ আয়োজন কৰা হয়। অনুষ্ঠানত মুখ্যমন্ত্ৰীকে ধৰি বিভিন্ন বিশিষ্ট ব্যক্তিয়ে উপস্থিত থাকি শ্ৰদ্ধাঞ্জলি জ্ঞাপন কৰে। জনতা ভৱনত দেশভক্ত মহান ব্যক্তিসকলৰ স্মৃতিত এক বিশেষ অনুষ্ঠানৰ আয়োজন কৰা হয়। অনুষ্ঠানত মুখ্যমন্ত্ৰীকে ধৰি বিভিন্ন বিশিষ্ট ব্যক্তিয়ে উপস্থিত থাকি শ্ৰদ্ধাঞ্জলি জ্ঞাপন কৰে। জনতা ভৱনত দেশভক্ত মহান ব্যক্তিসকলৰ স্মৃতিত এক বিশেষ অনুষ্ঠানৰ আয়োজন কৰা হয়। অনুষ্ঠানত মুখ্যমন্ত্ৰীকে ধৰি বিভিন্ন বিশিষ্ট ব্যক্তিয়ে উপস্থিত থাকি শ্ৰদ্ধাঞ্জলি জ্ঞাপন কৰে। জনতা ভৱনত দেশভক্ত মহান ব্যক্তিসকলৰ স্মৃতিত এক বিশেষ অনুষ্ঠানৰ আয়োজন কৰা হয়। অনুষ্ঠানত মুখ্যমন্ত্ৰীকে ধৰি বিভিন্ন বিশিষ্ট ব্যক্তিয়ে উপস্থিত থাকি শ্ৰদ্ধাঞ্জলি জ্ঞাপন কৰে। জনতা ভৱনত দেশভক্ত মহান ব্যক্তিসকলৰ স্মৃতিত এক বিশেষ অনুষ্ঠানৰ আয়োজন কৰা হয়। অনুষ্ঠানত মুখ্যমন্ত্ৰীকে ধৰি বিভিন্ন বিশিষ্ট ব্যক্তিয়ে উপস্থিত থাকি শ্ৰদ্ধাঞ্জলি জ্ঞাপন কৰে। জনতা ভৱনত দেশভক্ত মহান ব্যক্তিসকলৰ স্মৃতিত এক বিশেষ অনুষ্ঠানৰ আয়োজন কৰা হয়। অনুষ্ঠানত মুখ্যমন্ত্ৰীকে ধৰি বিভিন্ন বিশিষ্ট ব্যক্তিয়ে উপস্থিত থাকি শ্ৰদ্ধাঞ্জলি জ্ঞাপন কৰে। জনতা ভৱনত দেশভক্ত মহান ব্যক্তিসকলৰ স্মৃতিত এক বিশেষ অনুষ্ঠানৰ আয়োজন কৰা হয়। অনুষ্ঠানত মুখ্যমন্ত্ৰীকে ধৰি বিভিন্ন বিশিষ্ট ব্যক্তিয়ে উপস্থিত থাকি শ্ৰদ্ধাঞ্জলি জ্ঞাপন কৰে। জনতা ভৱনত দেশভক্ত মহান ব্যক্তিসকলৰ স্মৃতিত এক বিশেষ অনুষ্ঠানৰ আয়োজন কৰা হয়। অনুষ্ঠানত মুখ্যমন্ত্ৰীকে ধৰি বিভিন্ন বিশিষ্ট ব্যক্তিয়ে উপস্থিত থাকি শ্ৰদ্ধাঞ্জলি জ্ঞাপন কৰে। [232, 398, 466, 657]
story-divider [232, 1168, 466, 1169]
story [232, 738, 466, 1164]
story-headline: পুনৰ নিবিদা প্ৰক্ৰিয়াৰ... [722, 1325, 940, 1351]
story-headline: দোষীক শাস্তিৰ দাবী... [4, 1628, 172, 1651]
story-body: গুৱাহাটীত এক বিশেষ অনুষ্ঠানৰ জৰিয়তে 'কমলা' নামৰ নতুন প্ৰকল্পৰ শুভাৰম্ভ কৰা হয়। অনুষ্ঠানত বহু বিশিষ্ট ব্যক্তি উপস্থিত আছিল। গুৱাহাটীত এক বিশেষ অনুষ্ঠানৰ জৰিয়তে 'কমলা' নামৰ নতুন প্ৰকল্পৰ শুভাৰম্ভ কৰা হয়। অনুষ্ঠানত বহু বিশিষ্ট ব্যক্তি উপস্থিত আছিল। গুৱাহাটীত এক বিশেষ অনুষ্ঠানৰ জৰিয়তে 'কমলা' নামৰ নতুন প্ৰকল্পৰ শুভাৰম্ভ কৰা হয়। অনুষ্ঠানত বহু বিশিষ্ট ব্যক্তি উপস্থিত আছিল। গুৱাহাটীত এক বিশেষ অনুষ্ঠানৰ জৰিয়তে 'কমলা' নামৰ নতুন প্ৰকল্পৰ শুভাৰম্ভ কৰা হয়। অনুষ্ঠানত বহু বিশিষ্ট ব্যক্তি উপস্থিত আছিল। [474, 1437, 714, 1506]
story-body: অসমৰ এগৰাকী বিশিষ্ট লোকশিল্পী তথা সমাজসেৱীৰ দেহাৱসানত ৰাজ্যজুৰি শোকৰ ছাঁ নামি আহিছে। তেওঁৰ অন্তিম যাত্ৰাত সমাজৰ বিভিন্ন স্তৰৰ লোকে অংশগ্ৰহণ কৰি শ্ৰদ্ধাঞ্জলি জ্ঞাপন কৰে। ৰাজকীয় মৰ্যাদাৰে শেষকৃত্য সম্পন্ন কৰা হয়। অসমৰ এগৰাকী বিশিষ্ট লোকশিল্পী তথা সমাজসেৱীৰ দেহাৱসানত ৰাজ্যজুৰি শোকৰ ছাঁ নামি আহিছে। তেওঁৰ অন্তিম যাত্ৰাত সমাজৰ বিভিন্ন স্তৰৰ লোকে অংশগ্ৰহণ কৰি শ্ৰদ্ধাঞ্জলি জ্ঞাপন কৰে। ৰাজকীয় মৰ্যাদাৰে শেষকৃত্য সম্পন্ন কৰা হয়। অসমৰ এগৰাকী বিশিষ্ট লোকশিল্পী তথা সমাজসেৱীৰ দেহাৱসানত ৰাজ্যজুৰি শোকৰ ছাঁ নামি আহিছে। তেওঁৰ অন্তিম যাত্ৰাত সমাজৰ বিভিন্ন স্তৰৰ লোকে অংশগ্ৰহণ কৰি শ্ৰদ্ধাঞ্জলি জ্ঞাপন কৰে। ৰাজকীয় মৰ্যাদাৰে শেষকৃত্য সম্পন্ন কৰা হয়। অসমৰ এগৰাকী বিশিষ্ট লোকশিল্পী তথা সমাজসেৱীৰ দেহাৱসানত ৰাজ্যজুৰি শোকৰ ছাঁ নামি আহিছে। তেওঁৰ অন্তিম যাত্ৰাত সমাজৰ বিভিন্ন স্তৰৰ লোকে অংশগ্ৰহণ কৰি শ্ৰদ্ধাঞ্জলি জ্ঞাপন কৰে। ৰাজকীয় মৰ্যাদাৰে শেষকৃত্য সম্পন্ন কৰা হয়। অসমৰ এগৰাকী বিশিষ্ট লোকশিল্পী তথা সমাজসেৱীৰ দেহাৱসানত ৰাজ্যজুৰি শোকৰ ছাঁ নামি আহিছে। তেওঁৰ অন্তিম যাত্ৰাত সমাজৰ বিভিন্ন স্তৰৰ লোকে অংশগ্ৰহণ কৰি শ্ৰদ্ধাঞ্জলি জ্ঞাপন কৰে। ৰাজকীয় মৰ্যাদাৰে শেষকৃত্য সম্পন্ন কৰা হয়। অসমৰ এগৰাকী বিশিষ্ট লোকশিল্পী তথা সমাজসেৱীৰ দেহাৱসানত ৰাজ্যজুৰি শোকৰ ছাঁ নামি আহিছে। তেওঁৰ অন্তিম যাত্ৰাত সমাজৰ বিভিন্ন স্তৰৰ লোকে অংশগ্ৰহণ কৰি শ্ৰদ্ধাঞ্জলি জ্ঞাপন কৰে। ৰাজকীয় মৰ্যাদাৰে শেষকৃত্য সম্পন্ন কৰা হয়। অসমৰ এগৰাকী বিশিষ্ট লোকশিল্পী তথা সমাজসেৱীৰ দেহাৱসানত ৰাজ্যজুৰি শোকৰ ছাঁ নামি আহিছে। তেওঁৰ অন্তিম যাত্ৰাত সমাজৰ বিভিন্ন স্তৰৰ লোকে অংশগ্ৰহণ কৰি শ্ৰদ্ধাঞ্জলি জ্ঞাপন কৰে। ৰাজকীয় মৰ্যাদাৰে শেষকৃত্য সম্পন্ন কৰা হয়। অসমৰ এগৰাকী বিশিষ্ট লোকশিল্পী তথা সমাজসেৱীৰ দেহাৱসানত ৰাজ্যজুৰি শোকৰ ছাঁ নামি আহিছে। তেওঁৰ অন্তিম যাত্ৰাত সমাজৰ বিভিন্ন স্তৰৰ লোকে অংশগ্ৰহণ কৰি শ্ৰদ্ধাঞ্জলি জ্ঞাপন কৰে। ৰাজকীয় মৰ্যাদাৰে শেষকৃত্য সম্পন্ন কৰা হয়। অসমৰ এগৰাকী বিশিষ্ট লোকশিল্পী তথা সমাজসেৱীৰ দেহাৱসানত ৰাজ্যজুৰি শোকৰ ছাঁ নামি আহিছে। তেওঁৰ অন্তিম যাত্ৰাত সমাজৰ বিভিন্ন স্তৰৰ লোকে অংশগ্ৰহণ কৰি শ্ৰদ্ধাঞ্জলি জ্ঞাপন কৰে। ৰাজকীয় মৰ্যাদাৰে শেষকৃত্য সম্পন্ন কৰা হয়। অসমৰ এগৰাকী বিশিষ্ট লোকশিল্পী তথা সমাজসেৱীৰ দেহাৱসানত ৰাজ্যজুৰি শোকৰ ছাঁ নামি আহিছে। তেওঁৰ অন্তিম যাত্ৰাত সমাজৰ বিভিন্ন স্তৰৰ লোকে অংশগ্ৰহণ কৰি শ্ৰদ্ধাঞ্জলি জ্ঞাপন কৰে। ৰাজকীয় মৰ্যাদাৰে শেষকৃত্য সম্পন্ন কৰা হয়। [4, 1136, 221, 1445]
story [232, 372, 466, 728]
story [232, 46, 466, 362]
story-divider [4, 1104, 221, 1105]
story-headline: বিটুমিনত গলাই পেলনীয়া... [232, 45, 449, 67]
story-body: বীৰ সেনানীগৰাকীৰ নশ্বৰ দেহ সামৰিক মৰ্যাদাৰে শেষকৃত্য সম্পন্ন কৰা হয়। সেনাবাহিনীৰ বিষয়াসকলে পুষ্পাঞ্জলি অৰ্পণ কৰে আৰু তোপধ্বনিৰে শেষ বিদায় জনায়। বীৰ সেনানীগৰাকীৰ নশ্বৰ দেহ সামৰিক মৰ্যাদাৰে শেষকৃত্য সম্পন্ন কৰা হয়। সেনাবাহিনীৰ বিষয়াসকলে পুষ্পাঞ্জলি অৰ্পণ কৰে আৰু তোপধ্বনিৰে শেষ বিদায় জনায়। বীৰ সেনানীগৰাকীৰ নশ্বৰ দেহ সামৰিক মৰ্যাদাৰে শেষকৃত্য সম্পন্ন কৰা হয়। সেনাবাহিনীৰ বিষয়াসকলে পুষ্পাঞ্জলি অৰ্পণ কৰে আৰু তোপধ্বনিৰে শেষ বিদায় জনায়। বীৰ সেনানীগৰাকীৰ নশ্বৰ দেহ সামৰিক মৰ্যাদাৰে শেষকৃত্য সম্পন্ন কৰা হয়। সেনাবাহিনীৰ বিষয়াসকলে পুষ্পাঞ্জলি অৰ্পণ কৰে আৰু তোপধ্বনিৰে শেষ বিদায় জনায়। বীৰ সেনানীগৰাকীৰ নশ্বৰ দেহ সামৰিক মৰ্যাদাৰে শেষকৃত্য সম্পন্ন কৰা হয়। সেনাবাহিনীৰ বিষয়াসকলে পুষ্পাঞ্জলি অৰ্পণ কৰে আৰু তোপধ্বনিৰে শেষ বিদায় জনায়। বীৰ সেনানীগৰাকীৰ নশ্বৰ দেহ সামৰিক মৰ্যাদাৰে শেষকৃত্য সম্পন্ন কৰা হয়। সেনাবাহিনীৰ বিষয়াসকলে পুষ্পাঞ্জলি অৰ্পণ কৰে আৰু তোপধ্বনিৰে শেষ বিদায় জনায়। বীৰ সেনানীগৰাকীৰ নশ্বৰ দেহ সামৰিক মৰ্যাদাৰে শেষকৃত্য সম্পন্ন কৰা হয়। সেনাবাহিনীৰ বিষয়াসকলে পুষ্পাঞ্জলি অৰ্পণ কৰে আৰু তোপধ্বনিৰে শেষ বিদায় জনায়। বীৰ সেনানীগৰাকীৰ নশ্বৰ দেহ সামৰিক মৰ্যাদাৰে শেষকৃত্য সম্পন্ন কৰা হয়। সেনাবাহিনীৰ বিষয়াসকলে পুষ্পাঞ্জলি অৰ্পণ কৰে আৰু তোপধ্বনিৰে শেষ বিদায় জনায়। বীৰ সেনানীগৰাকীৰ নশ্বৰ দেহ সামৰিক মৰ্যাদাৰে শেষকৃত্য সম্পন্ন কৰা হয়। সেনাবাহিনীৰ বিষয়াসকলে পুষ্পাঞ্জলি অৰ্পণ কৰে আৰু তোপধ্বনিৰে শেষ বিদায় জনায়। বীৰ সেনানীগৰাকীৰ নশ্বৰ দেহ সামৰিক মৰ্যাদাৰে শেষকৃত্য সম্পন্ন কৰা হয়। সেনাবাহিনীৰ বিষয়াসকলে পুষ্পাঞ্জলি অৰ্পণ কৰে আৰু তোপধ্বনিৰে শেষ বিদায় জনায়। বীৰ সেনানীগৰাকীৰ নশ্বৰ দেহ সামৰিক মৰ্যাদাৰে শেষকৃত্য সম্পন্ন কৰা হয়। সেনাবাহিনীৰ বিষয়াসকলে পুষ্পাঞ্জলি অৰ্পণ কৰে আৰু তোপধ্বনিৰে শেষ বিদায় জনায়। বীৰ সেনানীগৰাকীৰ নশ্বৰ দেহ সামৰিক মৰ্যাদাৰে শেষকৃত্য সম্পন্ন কৰা হয়। সেনাবাহিনীৰ বিষয়াসকলে পুষ্পাঞ্জলি অৰ্পণ কৰে আৰু তোপধ্বনিৰে শেষ বিদায় জনায়। বীৰ সেনানীগৰাকীৰ নশ্বৰ দেহ সামৰিক মৰ্যাদাৰে শেষকৃত্য সম্পন্ন কৰা হয়। সেনাবাহিনীৰ বিষয়াসকলে পুষ্পাঞ্জলি অৰ্পণ কৰে আৰু তোপধ্বনিৰে শেষ বিদায় জনায়। [232, 1200, 466, 1469]
story-body: নাহৰকটীয়াৰ বিভিন্ন অঞ্চলৰ ২৫টা পৰিয়ালে বানপানীৰ ফলত ব্যাপক ক্ষতিৰ সন্মুখীন হৈছে। স্থানীয় প্ৰশাসনে ক্ষতিগ্ৰস্ত পৰিয়ালসমূহক সাহায্য আগবঢ়োৱাৰ প্ৰতিশ্ৰুতি দিছে। নাহৰকটীয়াৰ বিভিন্ন অঞ্চলৰ ২৫টা পৰিয়ালে বানপানীৰ ফলত ব্যাপক ক্ষতিৰ সন্মুখীন হৈছে। স্থানীয় প্ৰশাসনে ক্ষতিগ্ৰস্ত পৰিয়ালসমূহক সাহায্য আগবঢ়োৱাৰ প্ৰতিশ্ৰুতি দিছে। নাহৰকটীয়াৰ বিভিন্ন অঞ্চলৰ ২৫টা পৰিয়ালে বানপানীৰ ফলত ব্যাপক ক্ষতিৰ সন্মুখীন হৈছে। স্থানীয় প্ৰশাসনে ক্ষতিগ্ৰস্ত পৰিয়ালসমূহক সাহায্য আগবঢ়োৱাৰ প্ৰতিশ্ৰুতি দিছে। নাহৰকটীয়াৰ বিভিন্ন অঞ্চলৰ ২৫টা পৰিয়ালে বানপানীৰ ফলত ব্যাপক ক্ষতিৰ সন্মুখীন হৈছে। স্থানীয় প্ৰশাসনে ক্ষতিগ্ৰস্ত পৰিয়ালসমূহক সাহায্য আগবঢ়োৱাৰ প্ৰতিশ্ৰুতি দিছে। [4, 1520, 221, 1609]
story-body: লোকনিৰ্মাণ বিভাগে প্লাষ্টিক বৰ্জ্য ব্যৱহাৰ কৰি নতুন পথ নিৰ্মাণৰ প্ৰকল্প হাতত লৈছে। বিটুমিনৰ সৈতে প্লাষ্টিক গলাই পথ নিৰ্মাণ কৰিলে পথৰ স্থায়িত্ব বৃদ্ধি পায় আৰু পৰিৱেশ প্ৰদূষণো হ্ৰাস পায় বুলি বিষয়াসকলে জনাইছে। লোকনিৰ্মাণ বিভাগে প্লাষ্টিক বৰ্জ্য ব্যৱহাৰ কৰি নতুন পথ নিৰ্মাণৰ প্ৰকল্প হাতত লৈছে। বিটুমিনৰ সৈতে প্লাষ্টিক গলাই পথ নিৰ্মাণ কৰিলে পথৰ স্থায়িত্ব বৃদ্ধি পায় আৰু পৰিৱেশ প্ৰদূষণো হ্ৰাস পায় বুলি বিষয়াসকলে জনাইছে। লোকনিৰ্মাণ বিভাগে প্লাষ্টিক বৰ্জ্য ব্যৱহাৰ কৰি নতুন পথ নিৰ্মাণৰ প্ৰকল্প হাতত লৈছে। বিটুমিনৰ সৈতে প্লাষ্টিক গলাই পথ নিৰ্মাণ কৰিলে পথৰ স্থায়িত্ব বৃদ্ধি পায় আৰু পৰিৱেশ প্ৰদূষণো হ্ৰাস পায় বুলি বিষয়াসকলে জনাইছে। লোকনিৰ্মাণ বিভাগে প্লাষ্টিক বৰ্জ্য ব্যৱহাৰ কৰি নতুন পথ নিৰ্মাণৰ প্ৰকল্প হাতত লৈছে। বিটুমিনৰ সৈতে প্লাষ্টিক গলাই পথ নিৰ্মাণ কৰিলে পথৰ স্থায়িত্ব বৃদ্ধি পায় আৰু পৰিৱেশ প্ৰদূষণো হ্ৰাস পায় বুলি বিষয়াসকলে জনাইছে। লোকনিৰ্মাণ বিভাগে প্লাষ্টিক বৰ্জ্য ব্যৱহাৰ কৰি নতুন পথ নিৰ্মাণৰ প্ৰকল্প হাতত লৈছে। বিটুমিনৰ সৈতে প্লাষ্টিক গলাই পথ নিৰ্মাণ কৰিলে পথৰ স্থায়িত্ব বৃদ্ধি পায় আৰু পৰিৱেশ প্ৰদূষণো হ্ৰাস পায় বুলি বিষয়াসকলে জনাইছে। লোকনিৰ্মাণ বিভাগে প্লাষ্টিক বৰ্জ্য ব্যৱহাৰ কৰি নতুন পথ নিৰ্মাণৰ প্ৰকল্প হাতত লৈছে। বিটুমিনৰ সৈতে প্লাষ্টিক গলাই পথ নিৰ্মাণ কৰিলে পথৰ স্থায়িত্ব বৃদ্ধি পায় আৰু পৰিৱেশ প্ৰদূষণো হ্ৰাস পায় বুলি বিষয়াসকলে জনাইছে। লোকনিৰ্মাণ বিভাগে প্লাষ্টিক বৰ্জ্য ব্যৱহাৰ কৰি নতুন পথ নিৰ্মাণৰ প্ৰকল্প হাতত লৈছে। বিটুমিনৰ সৈতে প্লাষ্টিক গলাই পথ নিৰ্মাণ কৰিলে পথৰ স্থায়িত্ব বৃদ্ধি পায় আৰু পৰিৱেশ প্ৰদূষণো হ্ৰাস পায় বুলি বিষয়াসকলে জনাইছে। লোকনিৰ্মাণ বিভাগে প্লাষ্টিক বৰ্জ্য ব্যৱহাৰ কৰি নতুন পথ নিৰ্মাণৰ প্ৰকল্প হাতত লৈছে। বিটুমিনৰ সৈতে প্লাষ্টিক গলাই পথ নিৰ্মাণ কৰিলে পথৰ স্থায়িত্ব বৃদ্ধি পায় আৰু পৰিৱেশ প্ৰদূষণো হ্ৰাস পায় বুলি বিষয়াসকলে জনাইছে। লোকনিৰ্মাণ বিভাগে প্লাষ্টিক বৰ্জ্য ব্যৱহাৰ কৰি নতুন পথ নিৰ্মাণৰ প্ৰকল্প হাতত লৈছে। বিটুমিনৰ সৈতে প্লাষ্টিক গলাই পথ নিৰ্মাণ কৰিলে পথৰ স্থায়িত্ব বৃদ্ধি পায় আৰু পৰিৱেশ প্ৰদূষণো হ্ৰাস পায় বুলি বিষয়াসকলে জনাইছে। [232, 72, 466, 311]
story-body: ঘটনাটোৰ সৈতে জড়িত দোষীসকলক অনতিপলমে কঠোৰ শাস্তি প্ৰদানৰ দাবীত বিভিন্ন সংগঠনে প্ৰতিবাদ সাব্যস্ত কৰে। আৰক্ষীয়ে তদন্ত আৰম্ভ কৰিছে বুলি জনোৱা হৈছে। ঘটনাটোৰ সৈতে জড়িত দোষীসকলক অনতিপলমে কঠোৰ শাস্তি প্ৰদানৰ দাবীত বিভিন্ন সংগঠনে প্ৰতিবাদ সাব্যস্ত কৰে। আৰক্ষীয়ে তদন্ত আৰম্ভ কৰিছে বুলি জনোৱা হৈছে। ঘটনাটোৰ সৈতে জড়িত দোষীসকলক অনতিপলমে কঠোৰ শাস্তি প্ৰদানৰ দাবীত বিভিন্ন সংগঠনে প্ৰতিবাদ সাব্যস্ত কৰে। আৰক্ষীয়ে তদন্ত আৰম্ভ কৰিছে বুলি জনোৱা হৈছে। ঘটনাটোৰ সৈতে জড়িত দোষীসকলক অনতিপলমে কঠোৰ শাস্তি প্ৰদানৰ দাবীত বিভিন্ন সংগঠনে প্ৰতিবাদ সাব্যস্ত কৰে। আৰক্ষীয়ে তদন্ত আৰম্ভ কৰিছে বুলি জনোৱা হৈছে। ঘটনাটোৰ সৈতে জড়িত দোষীসকলক অনতিপলমে কঠোৰ শাস্তি প্ৰদানৰ দাবীত বিভিন্ন সংগঠনে প্ৰতিবাদ সাব্যস্ত কৰে। আৰক্ষীয়ে তদন্ত আৰম্ভ কৰিছে বুলি জনোৱা হৈছে। ঘটনাটোৰ সৈতে জড়িত দোষীসকলক অনতিপলমে কঠোৰ শাস্তি প্ৰদানৰ দাবীত বিভিন্ন সংগঠনে প্ৰতিবাদ সাব্যস্ত কৰে। আৰক্ষীয়ে তদন্ত আৰম্ভ কৰিছে বুলি জনোৱা হৈছে। ঘটনাটোৰ সৈতে জড়িত দোষীসকলক অনতিপলমে কঠোৰ শাস্তি প্ৰদানৰ দাবীত বিভিন্ন সংগঠনে প্ৰতিবাদ সাব্যস্ত কৰে। আৰক্ষীয়ে তদন্ত আৰম্ভ কৰিছে বুলি জনোৱা হৈছে। ঘটনাটোৰ সৈতে জড়িত দোষীসকলক অনতিপলমে কঠোৰ শাস্তি প্ৰদানৰ দাবীত বিভিন্ন সংগঠনে প্ৰতিবাদ সাব্যস্ত কৰে। আৰক্ষীয়ে তদন্ত আৰম্ভ কৰিছে বুলি জনোৱা হৈছে। [4, 1656, 221, 1835]
story-headline: জ্যেষ্ঠ ভাতৃক দাৰে... [478, 1324, 623, 1345]
story-divider [474, 1313, 714, 1314]
column-rule [470, 44, 471, 1566]
masthead-bottom-rule [0, 37, 945, 38]
story-headline: গুৱাহাটীত 'কমলা'... [474, 1411, 623, 1432]
column-rule [718, 44, 719, 1566]
story-body: বিদ্যুৎ বিভাগৰ স্মাৰ্ট মিটাৰ সংস্থাপন প্ৰক্ৰিয়াৰ বিৰুদ্ধে গ্ৰাহকসকলে তীব্ৰ ক্ষোভ প্ৰকাশ কৰিছে। বিভিন্ন সংগঠনে অভিযোগ কৰে যে এই ব্যৱস্থা গ্ৰাহক-বিৰোধী আৰু অতিৰিক্ত বিল আদায়ৰ বাবে দায়ী। চৰকাৰে বিষয়টো পুনৰ বিবেচনা কৰিব লাগে বুলি দাবী উত্থাপন কৰা হয়। বিদ্যুৎ বিভাগৰ স্মাৰ্ট মিটাৰ সংস্থাপন প্ৰক্ৰিয়াৰ বিৰুদ্ধে গ্ৰাহকসকলে তীব্ৰ ক্ষোভ প্ৰকাশ কৰিছে। বিভিন্ন সংগঠনে অভিযোগ কৰে যে এই ব্যৱস্থা গ্ৰাহক-বিৰোধী আৰু অতিৰিক্ত বিল আদায়ৰ বাবে দায়ী। চৰকাৰে বিষয়টো পুনৰ বিবেচনা কৰিব লাগে বুলি দাবী উত্থাপন কৰা হয়। বিদ্যুৎ বিভাগৰ স্মাৰ্ট মিটাৰ সংস্থাপন প্ৰক্ৰিয়াৰ বিৰুদ্ধে গ্ৰাহকসকলে তীব্ৰ ক্ষোভ প্ৰকাশ কৰিছে। বিভিন্ন সংগঠনে অভিযোগ কৰে যে এই ব্যৱস্থা গ্ৰাহক-বিৰোধী আৰু অতিৰিক্ত বিল আদায়ৰ বাবে দায়ী। চৰকাৰে বিষয়টো পুনৰ বিবেচনা কৰিব লাগে বুলি দাবী উত্থাপন কৰা হয়। বিদ্যুৎ বিভাগৰ স্মাৰ্ট মিটাৰ সংস্থাপন প্ৰক্ৰিয়াৰ বিৰুদ্ধে গ্ৰাহকসকলে তীব্ৰ ক্ষোভ প্ৰকাশ কৰিছে। বিভিন্ন সংগঠনে অভিযোগ কৰে যে এই ব্যৱস্থা গ্ৰাহক-বিৰোধী আৰু অতিৰিক্ত বিল আদায়ৰ বাবে দায়ী। চৰকাৰে বিষয়টো পুনৰ বিবেচনা কৰিব লাগে বুলি দাবী উত্থাপন কৰা হয়। বিদ্যুৎ বিভাগৰ স্মাৰ্ট মিটাৰ সংস্থাপন প্ৰক্ৰিয়াৰ বিৰুদ্ধে গ্ৰাহকসকলে তীব্ৰ ক্ষোভ প্ৰকাশ কৰিছে। বিভিন্ন সংগঠনে অভিযোগ কৰে যে এই ব্যৱস্থা গ্ৰাহক-বিৰোধী আৰু অতিৰিক্ত বিল আদায়ৰ বাবে দায়ী। চৰকাৰে বিষয়টো পুনৰ বিবেচনা কৰিব লাগে বুলি দাবী উত্থাপন কৰা হয়। বিদ্যুৎ বিভাগৰ স্মাৰ্ট মিটাৰ সংস্থাপন প্ৰক্ৰিয়াৰ বিৰুদ্ধে গ্ৰাহকসকলে তীব্ৰ ক্ষোভ প্ৰকাশ কৰিছে। বিভিন্ন সংগঠনে অভিযোগ কৰে যে এই ব্যৱস্থা গ্ৰাহক-বিৰোধী আৰু অতিৰিক্ত বিল আদায়ৰ বাবে দায়ী। চৰকাৰে বিষয়টো পুনৰ বিবেচনা কৰিব লাগে বুলি দাবী উত্থাপন কৰা হয়। বিদ্যুৎ বিভাগৰ স্মাৰ্ট মিটাৰ সংস্থাপন প্ৰক্ৰিয়াৰ বিৰুদ্ধে গ্ৰাহকসকলে তীব্ৰ ক্ষোভ প্ৰকাশ কৰিছে। বিভিন্ন সংগঠনে অভিযোগ কৰে যে এই ব্যৱস্থা গ্ৰাহক-বিৰোধী আৰু অতিৰিক্ত বিল আদায়ৰ বাবে দায়ী। চৰকাৰে বিষয়টো পুনৰ বিবেচনা কৰিব লাগে বুলি দাবী উত্থাপন কৰা হয়। বিদ্যুৎ বিভাগৰ স্মাৰ্ট মিটাৰ সংস্থাপন প্ৰক্ৰিয়াৰ বিৰুদ্ধে গ্ৰাহকসকলে তীব্ৰ ক্ষোভ প্ৰকাশ কৰিছে। বিভিন্ন সংগঠনে অভিযোগ কৰে যে এই ব্যৱস্থা গ্ৰাহক-বিৰোধী আৰু অতিৰিক্ত বিল আদায়ৰ বাবে দায়ী। চৰকাৰে বিষয়টো পুনৰ বিবেচনা কৰিব লাগে বুলি দাবী উত্থাপন কৰা হয়। বিদ্যুৎ বিভাগৰ স্মাৰ্ট মিটাৰ সংস্থাপন প্ৰক্ৰিয়াৰ বিৰুদ্ধে গ্ৰাহকসকলে তীব্ৰ ক্ষোভ প্ৰকাশ কৰিছে। বিভিন্ন সংগঠনে অভিযোগ কৰে যে এই ব্যৱস্থা গ্ৰাহক-বিৰোধী আৰু অতিৰিক্ত বিল আদায়ৰ বাবে দায়ী। চৰকাৰে বিষয়টো পুনৰ বিবেচনা কৰিব লাগে বুলি দাবী উত্থাপন কৰা হয়। বিদ্যুৎ বিভাগৰ স্মাৰ্ট মিটাৰ সংস্থাপন প্ৰক্ৰিয়াৰ বিৰুদ্ধে গ্ৰাহকসকলে তীব্ৰ ক্ষোভ প্ৰকাশ কৰিছে। বিভিন্ন সংগঠনে অভিযোগ কৰে যে এই ব্যৱস্থা গ্ৰাহক-বিৰোধী আৰু অতিৰিক্ত বিল আদায়ৰ বাবে দায়ী। চৰকাৰে বিষয়টো পুনৰ বিবেচনা কৰিব লাগে বুলি দাবী উত্থাপন কৰা হয়। বিদ্যুৎ বিভাগৰ স্মাৰ্ট মিটাৰ সংস্থাপন প্ৰক্ৰিয়াৰ বিৰুদ্ধে গ্ৰাহকসকলে তীব্ৰ ক্ষোভ প্ৰকাশ কৰিছে। বিভিন্ন সংগঠনে অভিযোগ কৰে যে এই ব্যৱস্থা গ্ৰাহক-বিৰোধী আৰু অতিৰিক্ত বিল আদায়ৰ বাবে দায়ী। চৰকাৰে বিষয়টো পুনৰ বিবেচনা কৰিব লাগে বুলি দাবী উত্থাপন কৰা হয়। বিদ্যুৎ বিভাগৰ স্মাৰ্ট মিটাৰ সংস্থাপন প্ৰক্ৰিয়াৰ বিৰুদ্ধে গ্ৰাহকসকলে তীব্ৰ ক্ষোভ প্ৰকাশ কৰিছে। বিভিন্ন সংগঠনে অভিযোগ কৰে যে এই ব্যৱস্থা গ্ৰাহক-বিৰোধী আৰু অতিৰিক্ত বিল আদায়ৰ বাবে দায়ী। চৰকাৰে বিষয়টো পুনৰ বিবেচনা কৰিব লাগে বুলি দাবী উত্থাপন কৰা হয়। বিদ্যুৎ বিভাগৰ স্মাৰ্ট মিটাৰ সংস্থাপন প্ৰক্ৰিয়াৰ বিৰুদ্ধে গ্ৰাহকসকলে তীব্ৰ ক্ষোভ প্ৰকাশ কৰিছে। বিভিন্ন সংগঠনে অভিযোগ কৰে যে এই ব্যৱস্থা গ্ৰাহক-বিৰোধী আৰু অতিৰিক্ত বিল আদায়ৰ বাবে দায়ী। চৰকাৰে বিষয়টো পুনৰ বিবেচনা কৰিব লাগে বুলি দাবী উত্থাপন কৰা হয়। বিদ্যুৎ বিভাগৰ স্মাৰ্ট মিটাৰ সংস্থাপন প্ৰক্ৰিয়াৰ বিৰুদ্ধে গ্ৰাহকসকলে তীব্ৰ ক্ষোভ প্ৰকাশ কৰিছে। বিভিন্ন সংগঠনে অভিযোগ কৰে যে এই ব্যৱস্থা গ্ৰাহক-বিৰোধী আৰু অতিৰিক্ত বিল আদায়ৰ বাবে দায়ী। চৰকাৰে বিষয়টো পুনৰ বিবেচনা কৰিব লাগে বুলি দাবী উত্থাপন কৰা হয়। বিদ্যুৎ বিভাগৰ স্মাৰ্ট মিটাৰ সংস্থাপন প্ৰক্ৰিয়াৰ বিৰুদ্ধে গ্ৰাহকসকলে তীব্ৰ ক্ষোভ প্ৰকাশ কৰিছে। বিভিন্ন সংগঠনে অভিযোগ কৰে যে এই ব্যৱস্থা গ্ৰাহক-বিৰোধী আৰু অতিৰিক্ত বিল আদায়ৰ বাবে দায়ী। চৰকাৰে বিষয়টো পুনৰ বিবেচনা কৰিব লাগে বুলি দাবী উত্থাপন কৰা হয়। বিদ্যুৎ বিভাগৰ স্মাৰ্ট মিটাৰ সংস্থাপন প্ৰক্ৰিয়াৰ বিৰুদ্ধে গ্ৰাহকসকলে তীব্ৰ ক্ষোভ প্ৰকাশ কৰিছে। বিভিন্ন সংগঠনে অভিযোগ কৰে যে এই ব্যৱস্থা গ্ৰাহক-বিৰোধী আৰু অতিৰিক্ত বিল আদায়ৰ বাবে দায়ী। চৰকাৰে বিষয়টো পুনৰ বিবেচনা কৰিব লাগে বুলি দাবী উত্থাপন কৰা হয়। বিদ্যুৎ বিভাগৰ স্মাৰ্ট মিটাৰ সংস্থাপন প্ৰক্ৰিয়াৰ বিৰুদ্ধে গ্ৰাহকসকলে তীব্ৰ ক্ষোভ প্ৰকাশ কৰিছে। বিভিন্ন সংগঠনে অভিযোগ কৰে যে এই ব্যৱস্থা গ্ৰাহক-বিৰোধী আৰু অতিৰিক্ত বিল আদায়ৰ বাবে দায়ী। চৰকাৰে বিষয়টো পুনৰ বিবেচনা কৰিব লাগে বুলি দাবী উত্থাপন কৰা হয়। বিদ্যুৎ বিভাগৰ স্মাৰ্ট মিটাৰ সংস্থাপন প্ৰক্ৰিয়াৰ বিৰুদ্ধে গ্ৰাহকসকলে তীব্ৰ ক্ষোভ প্ৰকাশ কৰিছে। বিভিন্ন সংগঠনে অভিযোগ কৰে যে এই ব্যৱস্থা গ্ৰাহক-বিৰোধী আৰু অতিৰিক্ত বিল আদায়ৰ বাবে দায়ী। চৰকাৰে বিষয়টো পুনৰ বিবেচনা কৰিব লাগে বুলি দাবী উত্থাপন কৰা হয়। বিদ্যুৎ বিভাগৰ স্মাৰ্ট মিটাৰ সংস্থাপন প্ৰক্ৰিয়াৰ বিৰুদ্ধে গ্ৰাহকসকলে তীব্ৰ ক্ষোভ প্ৰকাশ কৰিছে। বিভিন্ন সংগঠনে অভিযোগ কৰে যে এই ব্যৱস্থা গ্ৰাহক-বিৰোধী আৰু অতিৰিক্ত বিল আদায়ৰ বাবে দায়ী। চৰকাৰে বিষয়টো পুনৰ বিবেচনা কৰিব লাগে বুলি দাবী উত্থাপন কৰা হয়। বিদ্যুৎ বিভাগৰ স্মাৰ্ট মিটাৰ সংস্থাপন প্ৰক্ৰিয়াৰ বিৰুদ্ধে গ্ৰাহকসকলে তীব্ৰ ক্ষোভ প্ৰকাশ কৰিছে। বিভিন্ন সংগঠনে অভিযোগ কৰে যে এই ব্যৱস্থা গ্ৰাহক-বিৰোধী আৰু অতিৰিক্ত বিল আদায়ৰ বাবে দায়ী। চৰকাৰে বিষয়টো পুনৰ বিবেচনা কৰিব লাগে বুলি দাবী উত্থাপন কৰা হয়। [474, 76, 715, 705]
story [4, 1496, 221, 1620]
masthead-date-english: Guwahati, Tuesday, July 29, 2025 [743, 5, 893, 16]
story-divider [722, 1319, 940, 1320]
story-headline: জনতা ভৱনত দেশভক্ত... [232, 370, 431, 393]
story-headline: 'শিক্ষকৰ উন্নত চিন্তা-চৰ্চা...' [722, 716, 940, 742]
story [474, 1413, 714, 1517]
column-rule [227, 44, 228, 1566]
